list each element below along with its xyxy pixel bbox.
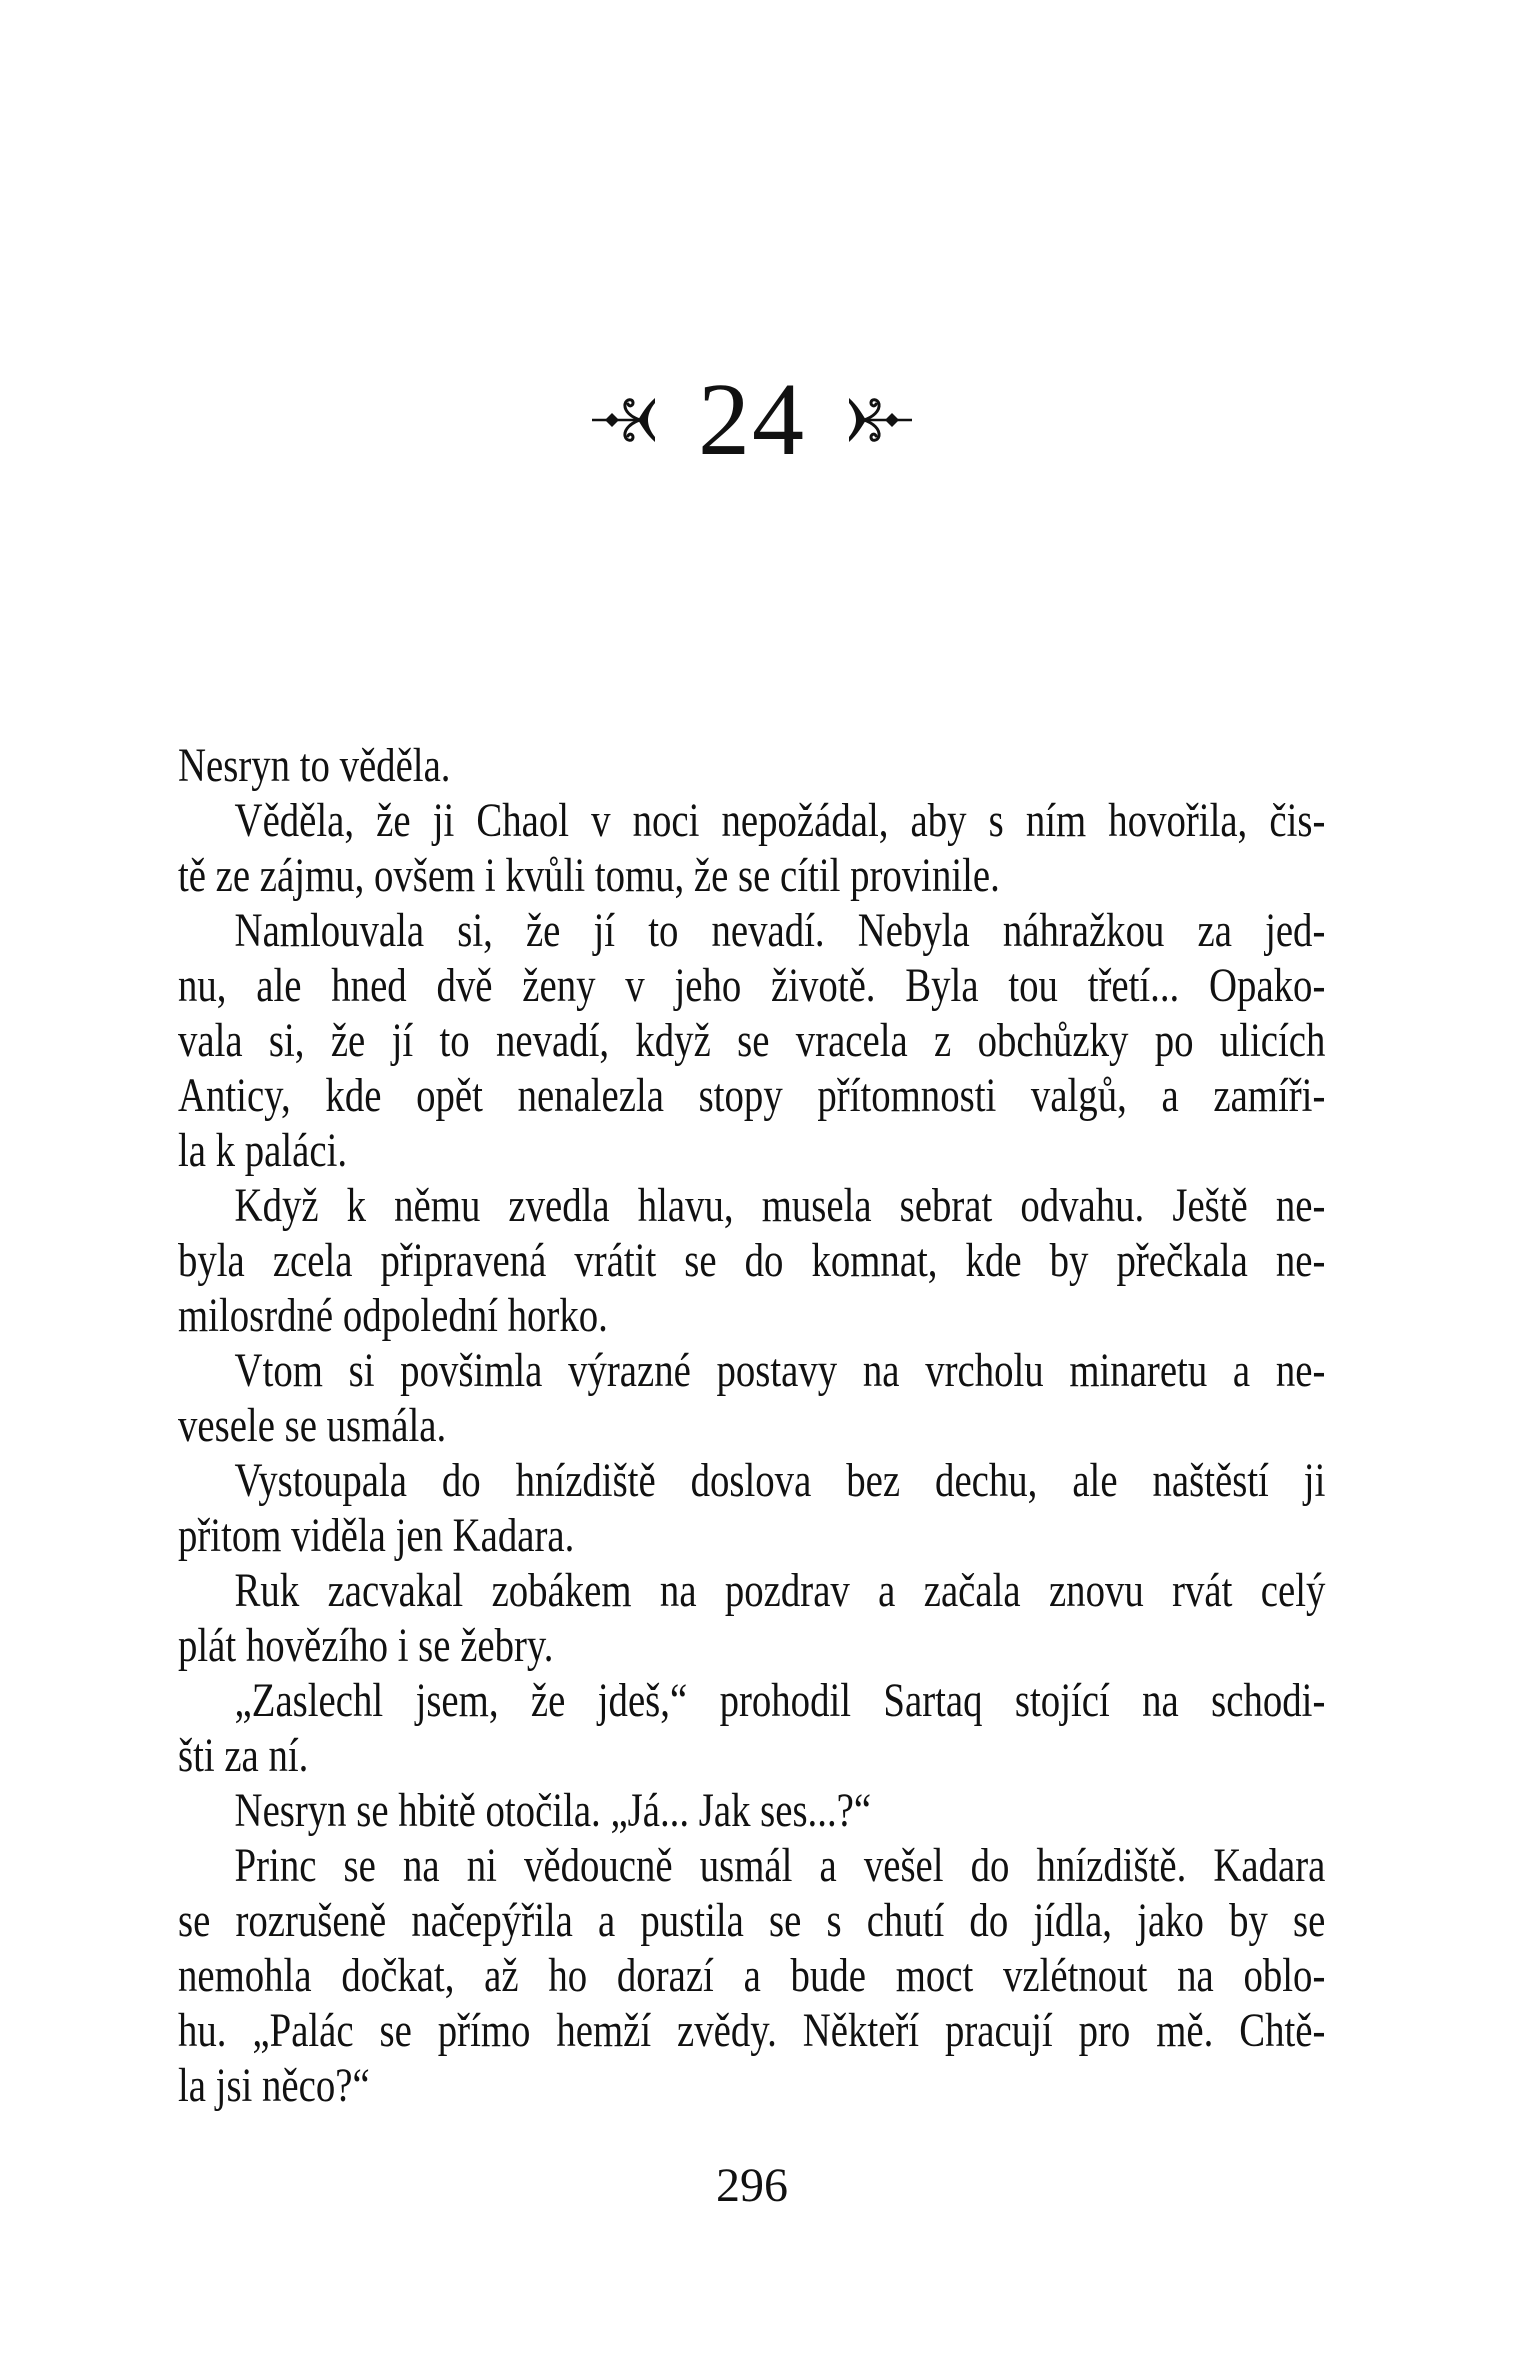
text-line-25: la jsi něco?“ <box>178 2059 370 2112</box>
text-line-10: byla zcela připravená vrátit se do komnat, kde by přečkala ne- <box>178 1234 1326 1287</box>
fleuron-right-icon <box>842 396 912 444</box>
text-line-15: přitom viděla jen Kadara. <box>178 1509 575 1562</box>
text-line-6: vala si, že jí to nevadí, když se vracela z obchůzky po ulicích <box>178 1014 1326 1067</box>
text-line-24: hu. „Palác se přímo hemží zvědy. Někteří pracují pro mě. Chtě- <box>178 2004 1326 2057</box>
text-line-1: Nesryn to věděla. <box>178 739 451 792</box>
chapter-body <box>178 738 1325 2113</box>
page-number: 296 <box>716 2159 788 2212</box>
text-line-2: Věděla, že ji Chaol v noci nepožádal, aby s ním hovořila, čis- <box>234 794 1326 847</box>
text-line-9: Když k němu zvedla hlavu, musela sebrat odvahu. Ještě ne- <box>234 1179 1326 1232</box>
text-line-7: Anticy, kde opět nenalezla stopy přítomnosti valgů, a zamíři- <box>178 1069 1326 1122</box>
text-line-8: la k paláci. <box>178 1124 348 1177</box>
text-line-22: se rozrušeně načepýřila a pustila se s chutí do jídla, jako by se <box>178 1894 1326 1947</box>
text-line-3: tě ze zájmu, ovšem i kvůli tomu, že se cítil provinile. <box>178 849 1000 902</box>
text-line-14: Vystoupala do hnízdiště doslova bez dechu, ale naštěstí ji <box>234 1454 1326 1507</box>
text-line-12: Vtom si povšimla výrazné postavy na vrcholu minaretu a ne- <box>234 1344 1326 1397</box>
text-line-13: vesele se usmála. <box>178 1399 447 1452</box>
text-line-18: „Zaslechl jsem, že jdeš,“ prohodil Sartaq stojící na schodi- <box>234 1674 1326 1727</box>
text-line-20: Nesryn se hbitě otočila. „Já... Jak ses...?“ <box>234 1784 872 1837</box>
fleuron-left-icon <box>592 396 662 444</box>
text-line-4: Namlouvala si, že jí to nevadí. Nebyla náhražkou za jed- <box>234 904 1326 957</box>
text-line-11: milosrdné odpolední horko. <box>178 1289 608 1342</box>
chapter-number: 24 <box>698 362 806 477</box>
text-line-5: nu, ale hned dvě ženy v jeho životě. Byla tou třetí... Opako- <box>178 959 1326 1012</box>
text-line-23: nemohla dočkat, až ho dorazí a bude moct vzlétnout na oblo- <box>178 1949 1326 2002</box>
text-line-19: šti za ní. <box>178 1729 309 1782</box>
text-line-17: plát hovězího i se žebry. <box>178 1619 554 1672</box>
text-line-16: Ruk zacvakal zobákem na pozdrav a začala znovu rvát celý <box>234 1564 1326 1617</box>
chapter-heading <box>178 362 1326 477</box>
text-line-21: Princ se na ni vědoucně usmál a vešel do hnízdiště. Kadara <box>234 1839 1326 1892</box>
